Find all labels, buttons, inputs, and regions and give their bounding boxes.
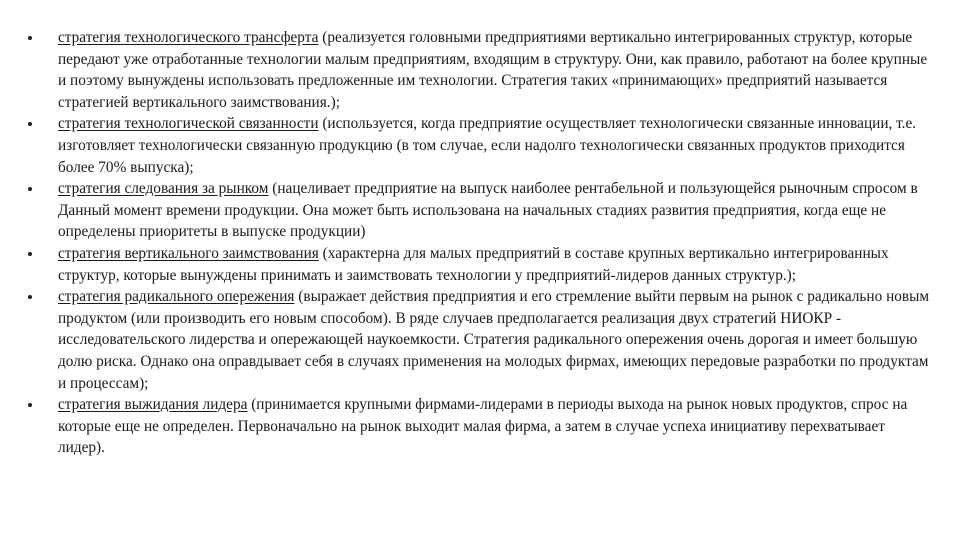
list-item <box>28 243 933 286</box>
strategy-term: стратегия радикального опережения <box>58 288 295 306</box>
bullet-icon <box>28 36 32 40</box>
strategy-description: (характерна для малых предприятий в составе крупных вертикально интегрированных структур, которые вынуждены принимать и заимствовать технологии у предприятий-лидеров данных структур.); <box>58 244 889 284</box>
strategy-term: стратегия выжидания лидера <box>58 396 248 414</box>
strategy-term: стратегия вертикального заимствования <box>58 244 319 262</box>
strategy-list <box>28 27 933 459</box>
list-item <box>28 286 933 394</box>
bullet-icon <box>28 187 32 191</box>
strategy-term: стратегия технологической связанности <box>58 115 319 133</box>
list-item <box>28 178 933 243</box>
strategy-description: (выражает действия предприятия и его стремление выйти первым на рынок с радикально новым продуктом (или производить его новым способом). В ряде случаев предполагается реализация двух стратегий НИОКР - исследовательского лидерства и опережающей наукоемкости. Стратегия радикального опережения очень дорогая и имеет большую долю риска. Однако она оправдывает себя в случаях применения на молодых фирмах, имеющих передовые разработки по продуктам и процессам); <box>58 288 930 392</box>
list-item <box>28 27 933 113</box>
strategy-description: (используется, когда предприятие осуществляет технологически связанные инновации, т.е. изготовляет технологически связанную продукцию (в том случае, если надолго технологически связанных продуктов приходится более 70% выпуска); <box>58 115 917 176</box>
list-item <box>28 394 933 459</box>
bullet-icon <box>28 403 32 407</box>
strategy-term: стратегия следования за рынком <box>58 180 269 198</box>
bullet-icon <box>28 252 32 256</box>
strategy-description: (принимается крупными фирмами-лидерами в периоды выхода на рынок новых продуктов, спрос на которые еще не определен. Первоначально на рынок выходит малая фирма, а затем в случае успеха инициативу перехватывает лидер). <box>58 396 908 457</box>
strategy-description: (реализуется головными предприятиями вертикально интегрированных структур, которые передают уже отработанные технологии малым предприятиям, входящим в структуру. Они, как правило, работают на более крупные и поэтому вынуждены использовать предложенные им технологии. Стратегия таких «принимающих» предприятий называется стратегией вертикального заимствования.); <box>58 29 928 111</box>
bullet-icon <box>28 122 32 126</box>
strategy-term: стратегия технологического трансферта <box>58 29 319 46</box>
list-item <box>28 113 933 178</box>
bullet-icon <box>28 295 32 299</box>
strategy-description: (нацеливает предприятие на выпуск наиболее рентабельной и пользующейся рыночным спросом в Данный момент времени продукции. Она может быть использована на начальных стадиях развития предприятия, когда еще не определены приоритеты в выпуске продукции) <box>58 180 918 241</box>
